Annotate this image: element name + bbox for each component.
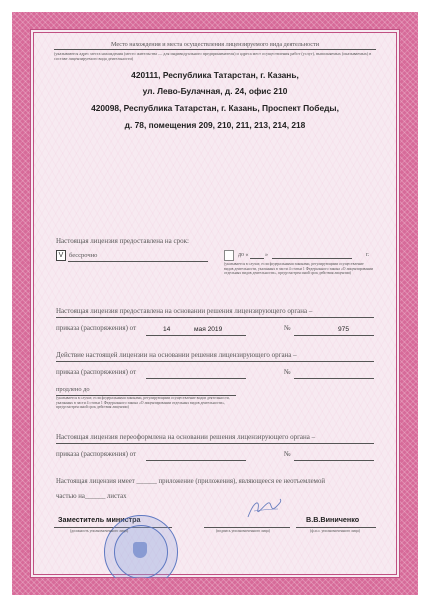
- unlimited-underline: [68, 261, 208, 262]
- handwritten-signature: [244, 495, 284, 523]
- address-line-1: 420111, Республика Татарстан, г. Казань,: [131, 70, 299, 80]
- basis-line-1-underline: [56, 317, 374, 318]
- address-line-4: д. 78, помещения 209, 210, 211, 213, 214, 218: [124, 120, 306, 130]
- until-note: (указывается в случае, если федеральными законами, регулирующими осуществление видов деятельности, указанных в части 4 статьи 1 Федерального закона «О лицензировании отдельных видов деятельности», предусмотрен иной срок действия лицензии): [224, 262, 374, 276]
- address-line-2: ул. Лево-Булачная, д. 24, офис 210: [142, 86, 288, 96]
- signatory-name: В.В.Виниченко: [306, 515, 360, 524]
- unlimited-label: бессрочно: [69, 252, 98, 259]
- decorative-border: [12, 12, 418, 595]
- until-prefix: до «: [238, 252, 249, 258]
- name-line: [296, 527, 376, 528]
- term-heading: Настоящая лицензия предоставлена на срок:: [56, 237, 189, 245]
- until-checkbox: [224, 250, 234, 261]
- basis-line-2: приказа (распоряжения) от: [56, 324, 137, 332]
- extended-line-1-underline: [56, 361, 374, 362]
- header-title: Место нахождения и места осуществления лицензируемого вида деятельности: [110, 41, 320, 48]
- document-body: [30, 29, 400, 578]
- reissued-line-2: приказа (распоряжения) от: [56, 450, 137, 458]
- signature-line: [204, 527, 290, 528]
- official-seal: [104, 515, 178, 578]
- reissued-number-sign: №: [284, 450, 291, 458]
- extended-number-line: [294, 378, 374, 379]
- extended-prolonged: продлено до: [56, 386, 90, 393]
- caption-name: (ф.и.о. уполномоченного лица): [310, 529, 360, 533]
- reissued-date-line: [146, 460, 246, 461]
- basis-number: 975: [338, 326, 350, 333]
- extended-line-1: Действие настоящей лицензии на основании решения лицензирующего органа –: [56, 351, 297, 359]
- basis-date-line: [146, 335, 246, 336]
- seal-emblem: [133, 542, 147, 558]
- unlimited-checkbox: V: [56, 250, 66, 261]
- extended-line-2: приказа (распоряжения) от: [56, 368, 137, 376]
- basis-number-sign: №: [284, 324, 291, 332]
- header-subtitle: (указываются адрес места нахождения (место жительства — для индивидуального предпринимателя) и адреса мест осуществления работ (услуг), выполняемых (оказываемых) в составе лицензируемого вида деятельности): [54, 51, 372, 61]
- until-suffix: г.: [366, 252, 370, 258]
- reissued-number-line: [294, 460, 374, 461]
- appendix-line-1: Настоящая лицензия имеет ______ приложение (приложения), являющееся ее неотъемлемой: [56, 478, 326, 485]
- signatory-position: Заместитель министра: [58, 515, 141, 524]
- caption-position: (должность уполномоченного лица): [70, 529, 129, 533]
- reissued-line-1-underline: [56, 443, 374, 444]
- address-line-3: 420098, Республика Татарстан, г. Казань, Проспект Победы,: [91, 103, 339, 113]
- basis-line-1: Настоящая лицензия предоставлена на основании решения лицензирующего органа –: [56, 307, 313, 315]
- header-underline: [54, 49, 376, 50]
- until-mid: »: [265, 252, 268, 258]
- extended-number-sign: №: [284, 368, 291, 376]
- appendix-line-2: частью на______ листах: [56, 493, 127, 500]
- extended-note: (указывается в случае, если федеральными законами, регулирующими осуществление видов деятельности, указанных в части 4 статьи 1 Федерального закона «О лицензировании отдельных видов деятельности», предусмотрен иной срок действия лицензии): [56, 396, 230, 410]
- extended-date-line: [146, 378, 246, 379]
- basis-month-year: мая 2019: [194, 326, 223, 333]
- reissued-line-1: Настоящая лицензия переоформлена на основании решения лицензирующего органа –: [56, 433, 316, 441]
- until-month-line: [272, 258, 352, 259]
- basis-number-line: [294, 335, 374, 336]
- caption-signature: (подпись уполномоченного лица): [216, 529, 270, 533]
- basis-day: 14: [163, 326, 171, 333]
- until-day-line: [250, 258, 264, 259]
